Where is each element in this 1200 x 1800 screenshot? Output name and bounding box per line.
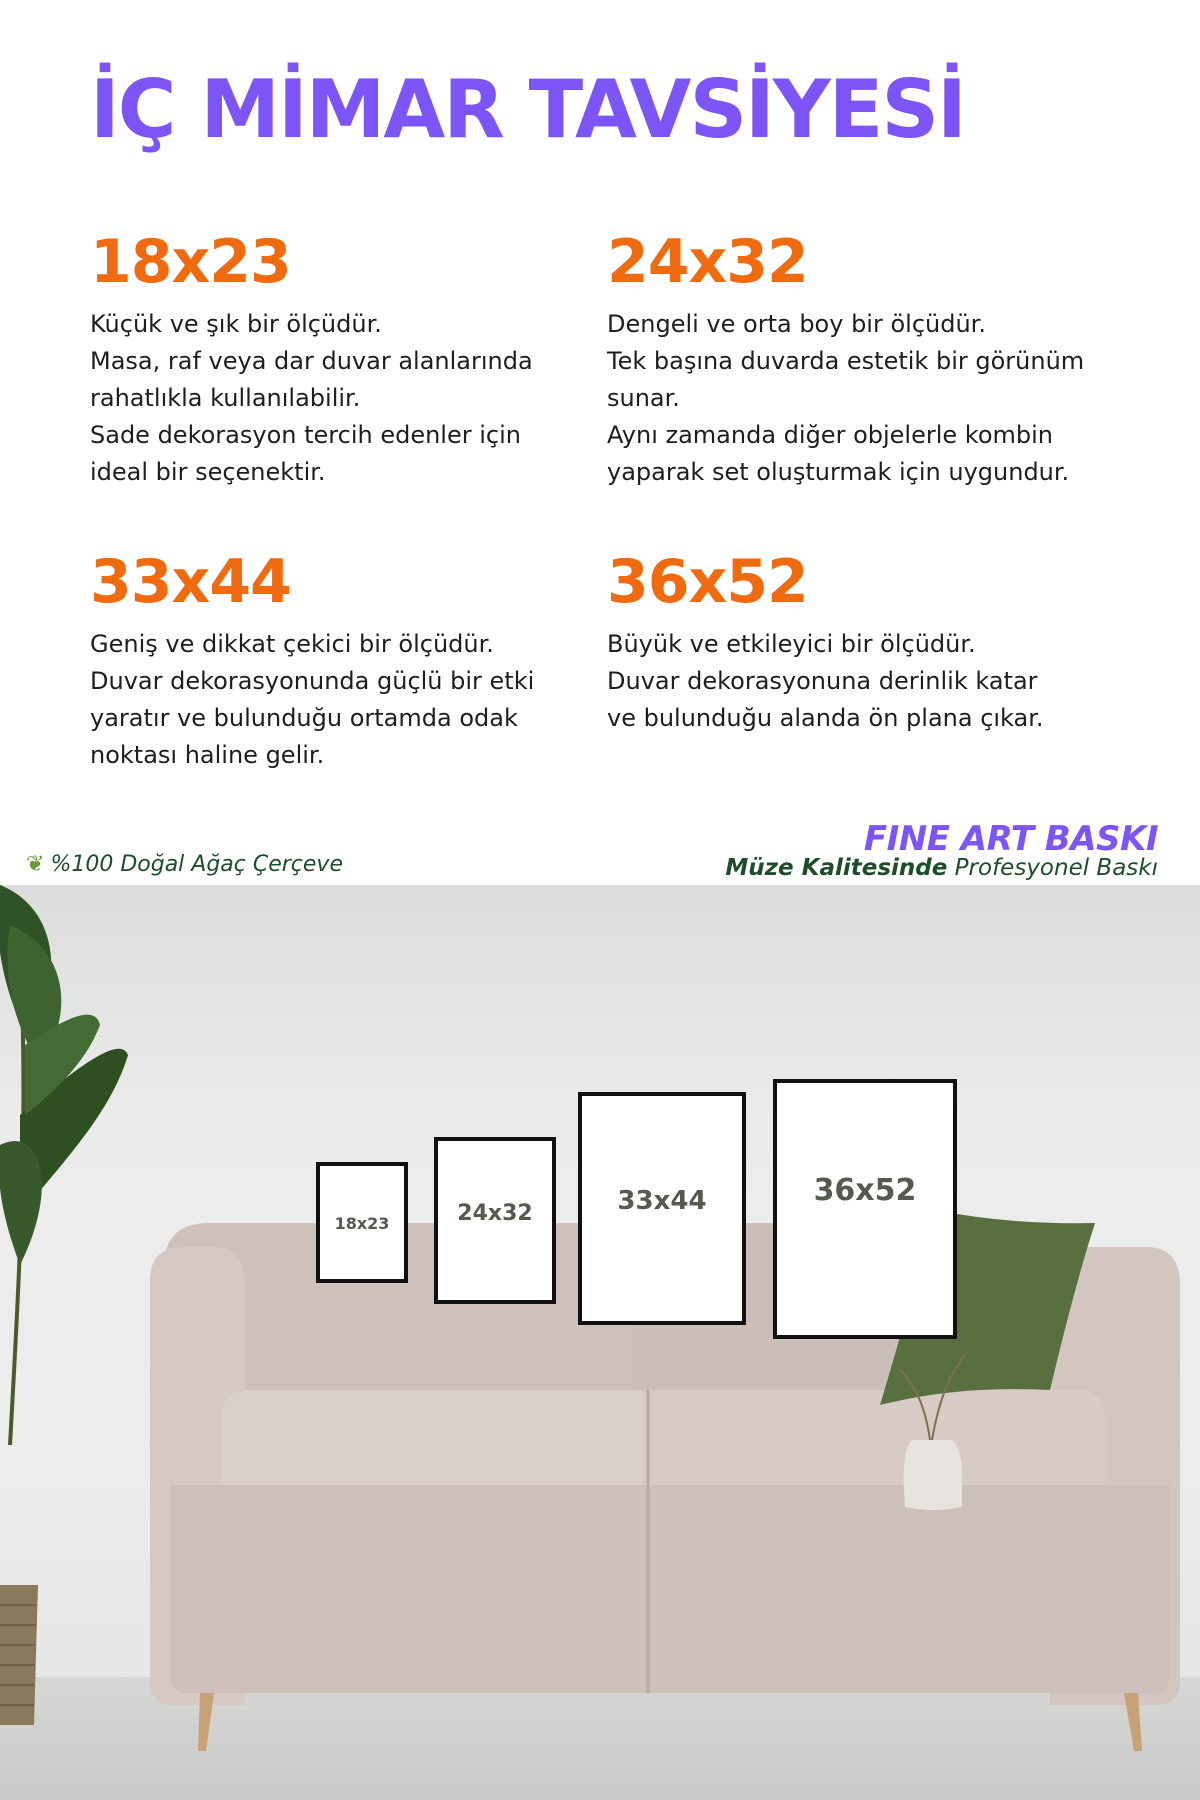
leaf-icon: ❦ <box>26 852 45 877</box>
fine-art-badge <box>725 819 1158 881</box>
description-line: rahatlıkla kullanılabilir. <box>90 384 361 412</box>
plant-leaf <box>0 1141 42 1265</box>
natural-wood-text: %100 Doğal Ağaç Çerçeve <box>50 852 343 877</box>
size-heading: 33x44 <box>90 547 291 617</box>
frame-24x32 <box>434 1137 556 1304</box>
description-line: Geniş ve dikkat çekici bir ölçüdür. <box>90 630 494 658</box>
description-line: Tek başına duvarda estetik bir görünüm <box>607 347 1085 375</box>
description-line: Sade dekorasyon tercih edenler için <box>90 421 521 449</box>
fine-art-title: FINE ART BASKI <box>863 819 1158 859</box>
description-line: Küçük ve şık bir ölçüdür. <box>90 310 382 338</box>
room-mockup <box>0 885 1200 1800</box>
natural-wood-badge <box>26 852 343 877</box>
frame-label: 33x44 <box>617 1186 707 1216</box>
quality-rest-text: Profesyonel Baskı <box>947 855 1158 881</box>
description-line: Duvar dekorasyonuna derinlik katar <box>607 667 1038 695</box>
sofa-base <box>170 1485 1170 1693</box>
frame-label: 24x32 <box>457 1201 533 1226</box>
size-block-33x44 <box>90 547 590 774</box>
description-line: yaratır ve bulunduğu ortamda odak <box>90 704 518 732</box>
sofa-seat-right <box>642 1390 1105 1485</box>
description-line: Dengeli ve orta boy bir ölçüdür. <box>607 310 986 338</box>
size-block-36x52 <box>607 547 1107 737</box>
sofa-leg <box>198 1693 214 1751</box>
frame-label: 18x23 <box>334 1214 390 1233</box>
description-line: Büyük ve etkileyici bir ölçüdür. <box>607 630 976 658</box>
description-line: ideal bir seçenektir. <box>90 458 326 486</box>
description-line: sunar. <box>607 384 680 412</box>
frame-18x23 <box>316 1162 408 1283</box>
quality-bold-text: Müze Kalitesinde <box>725 855 948 881</box>
description-line: noktası haline gelir. <box>90 741 325 769</box>
size-block-18x23 <box>90 227 590 491</box>
size-block-24x32 <box>607 227 1107 491</box>
description-line: ve bulunduğu alanda ön plana çıkar. <box>607 704 1044 732</box>
size-heading: 24x32 <box>607 227 808 297</box>
room-illustration <box>0 885 1200 1800</box>
frame-36x52 <box>773 1079 957 1339</box>
size-heading: 36x52 <box>607 547 808 617</box>
description-line: Aynı zamanda diğer objelerle kombin <box>607 421 1054 449</box>
description-line: Masa, raf veya dar duvar alanlarında <box>90 347 533 375</box>
frame-33x44 <box>578 1092 746 1325</box>
quality-subtitle <box>725 856 1158 881</box>
description-line: Duvar dekorasyonunda güçlü bir etki <box>90 667 535 695</box>
sofa-seat-left <box>222 1390 662 1485</box>
description-line: yaparak set oluşturmak için uygundur. <box>607 458 1070 486</box>
frame-label: 36x52 <box>813 1173 917 1208</box>
size-heading: 18x23 <box>90 227 291 297</box>
info-panel <box>0 0 1200 885</box>
page-title: İÇ MİMAR TAVSİYESİ <box>90 63 965 156</box>
vase <box>904 1440 963 1510</box>
